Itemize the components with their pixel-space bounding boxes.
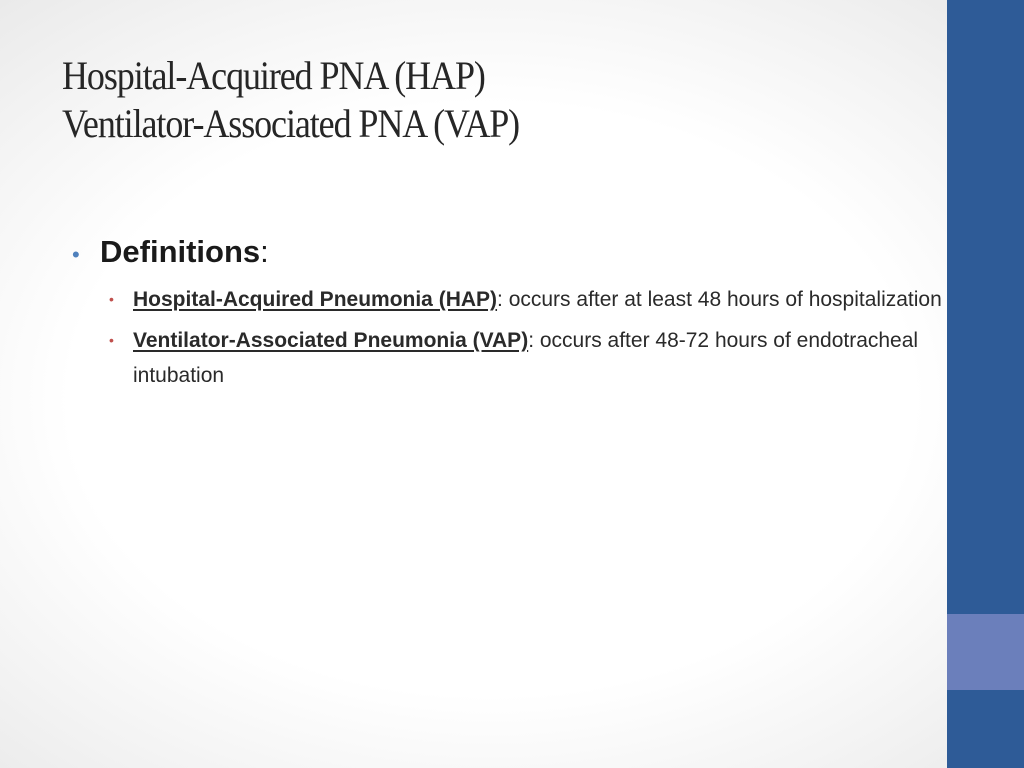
- bullet-icon: •: [72, 242, 80, 267]
- definition-text-hap: : occurs after at least 48 hours of hospitalization: [497, 288, 942, 311]
- definition-term-hap: Hospital-Acquired Pneumonia (HAP): [133, 288, 498, 311]
- definition-text-vap: : occurs after 48-72 hours of endotracheal intubation: [133, 329, 919, 387]
- slide-title: [62, 52, 836, 148]
- sub-bullet-icon: •: [109, 332, 114, 348]
- definitions-heading: [100, 234, 269, 270]
- definitions-term: Definitions: [100, 234, 261, 269]
- sidebar-accent-block: [947, 614, 1024, 690]
- slide-content: [72, 234, 952, 393]
- definition-item-hap: [109, 282, 953, 317]
- definition-term-vap: Ventilator-Associated Pneumonia (VAP): [133, 329, 529, 352]
- title-line-2: Ventilator-Associated PNA (VAP): [62, 101, 520, 146]
- definitions-colon: :: [260, 234, 269, 269]
- definition-item-vap: [109, 323, 953, 393]
- definitions-bullet: [72, 234, 952, 270]
- sub-bullet-icon: •: [109, 291, 114, 307]
- title-line-1: Hospital-Acquired PNA (HAP): [62, 53, 485, 98]
